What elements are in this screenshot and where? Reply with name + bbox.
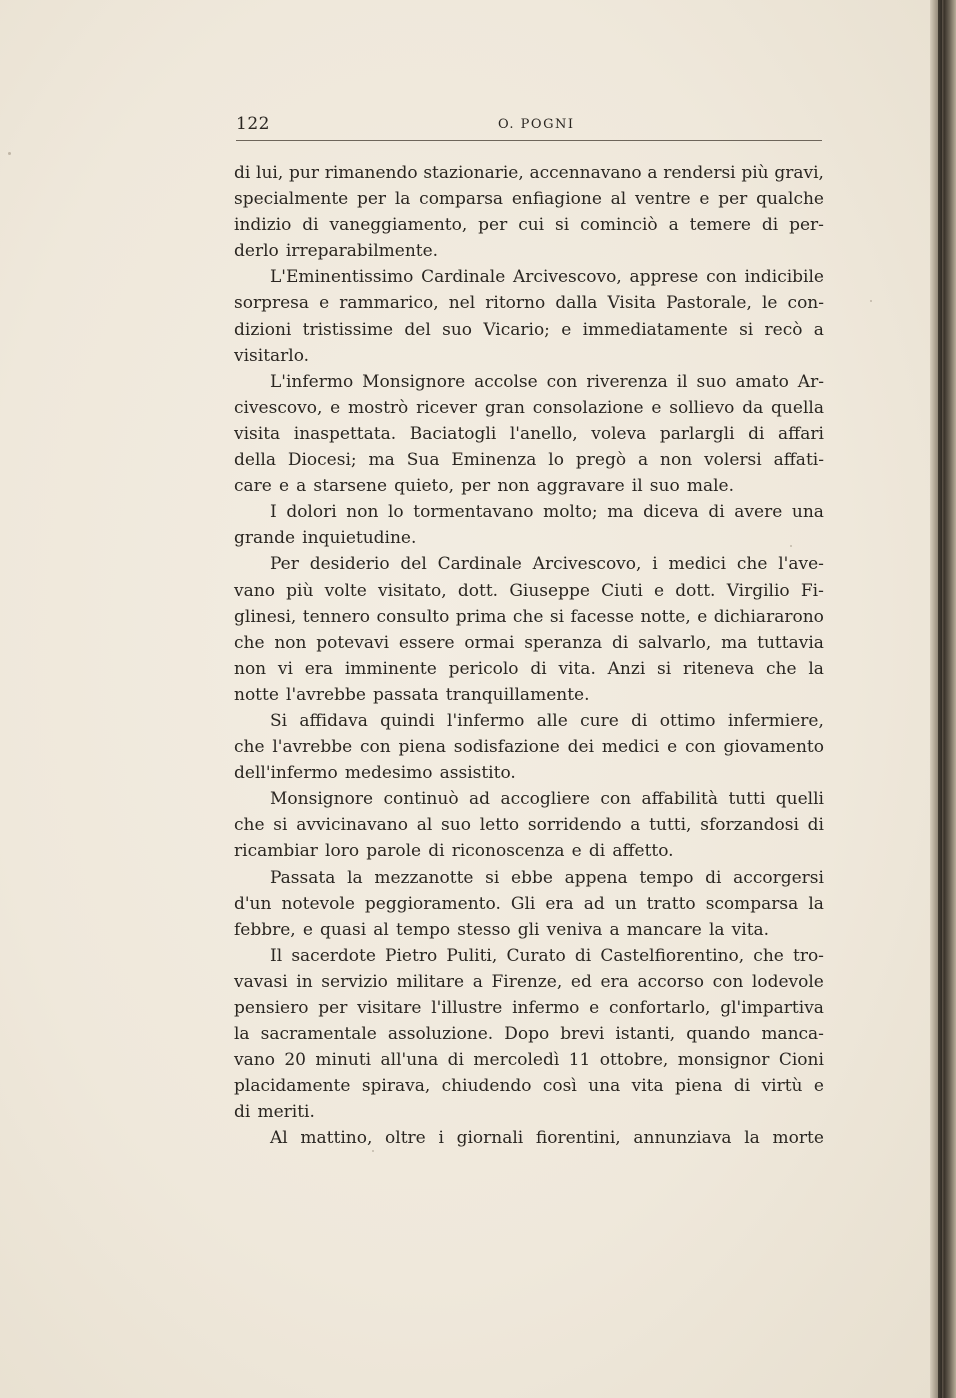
- paper-speck: [790, 545, 792, 547]
- text-line: dell'infermo medesimo assistito.: [234, 763, 516, 784]
- text-line: vano più volte visitato, dott. Giuseppe Ciuti e dott. Virgilio Fi-: [234, 580, 824, 601]
- paper-speck: [8, 152, 11, 155]
- text-line: notte l'avrebbe passata tranquillamente.: [234, 684, 590, 705]
- text-line: febbre, e quasi al tempo stesso gli veniva a mancare la vita.: [234, 919, 770, 940]
- text-line: della Diocesi; ma Sua Eminenza lo pregò a non volersi affati-: [234, 450, 824, 471]
- text-line: care e a starsene quieto, per non aggravare il suo male.: [234, 476, 735, 497]
- text-line: Si affidava quindi l'infermo alle cure di ottimo infermiere,: [270, 710, 824, 731]
- text-line: pensiero per visitare l'illustre infermo e confortarlo, gl'impartiva: [234, 998, 824, 1018]
- page-number: 122: [236, 114, 270, 134]
- text-line: vavasi in servizio militare a Firenze, ed era accorso con lodevole: [234, 971, 824, 992]
- text-line: dizioni tristissime del suo Vicario; e immediatamente si recò a: [234, 319, 824, 340]
- text-line: sorpresa e rammarico, nel ritorno dalla Visita Pastorale, le con-: [234, 293, 824, 314]
- text-line: Passata la mezzanotte si ebbe appena tempo di accorgersi: [270, 867, 824, 888]
- text-line: che non potevavi essere ormai speranza di salvarlo, ma tuttavia: [234, 632, 824, 653]
- running-head: [236, 112, 822, 141]
- text-line: visitarlo.: [234, 345, 310, 366]
- text-line: di meriti.: [234, 1102, 315, 1123]
- text-line: derlo irreparabilmente.: [234, 241, 439, 262]
- text-line: visita inaspettata. Baciatogli l'anello, voleva parlargli di affari: [234, 423, 824, 444]
- text-line: di lui, pur rimanendo stazionarie, accennavano a rendersi più gravi,: [234, 163, 824, 183]
- text-line: Per desiderio del Cardinale Arcivescovo, i medici che l'ave-: [270, 554, 824, 575]
- text-line: L'Eminentissimo Cardinale Arcivescovo, apprese con indicibile: [270, 267, 824, 288]
- text-line: vano 20 minuti all'una di mercoledì 11 ottobre, monsignor Cioni: [234, 1050, 824, 1071]
- text-line: glinesi, tennero consulto prima che si facesse notte, e dichiararono: [234, 606, 824, 627]
- text-line: I dolori non lo tormentavano molto; ma diceva di avere una: [270, 502, 824, 523]
- text-line: Al mattino, oltre i giornali fiorentini, annunziava la morte: [270, 1128, 824, 1149]
- text-line: specialmente per la comparsa enfiagione al ventre e per qualche: [234, 189, 824, 210]
- text-line: ricambiar loro parole di riconoscenza e di affetto.: [234, 841, 674, 862]
- text-line: grande inquietudine.: [234, 528, 417, 549]
- text-line: civescovo, e mostrò ricever gran consolazione e sollievo da quella: [234, 397, 824, 418]
- text-line: L'infermo Monsignore accolse con riverenza il suo amato Ar-: [270, 371, 824, 392]
- paper-speck: [372, 1150, 374, 1152]
- body-text: [234, 160, 824, 1152]
- text-line: non vi era imminente pericolo di vita. Anzi si riteneva che la: [234, 658, 824, 679]
- paper-speck: [870, 300, 872, 302]
- text-line: la sacramentale assoluzione. Dopo brevi istanti, quando manca-: [234, 1024, 824, 1045]
- text-line: d'un notevole peggioramento. Gli era ad un tratto scomparsa la: [234, 893, 824, 914]
- binding-edge: [938, 0, 942, 1398]
- text-line: indizio di vaneggiamento, per cui si cominciò a temere di per-: [234, 215, 824, 236]
- book-binding: [930, 0, 956, 1398]
- text-line: che si avvicinavano al suo letto sorridendo a tutti, sforzandosi di: [234, 815, 824, 836]
- text-line: Il sacerdote Pietro Puliti, Curato di Castelfiorentino, che tro-: [270, 945, 824, 966]
- text-line: Monsignore continuò ad accogliere con affabilità tutti quelli: [270, 789, 824, 810]
- running-title: O. POGNI: [498, 117, 575, 132]
- text-line: che l'avrebbe con piena sodisfazione dei medici e con giovamento: [234, 737, 824, 758]
- text-line: placidamente spirava, chiudendo così una vita piena di virtù e: [234, 1076, 824, 1097]
